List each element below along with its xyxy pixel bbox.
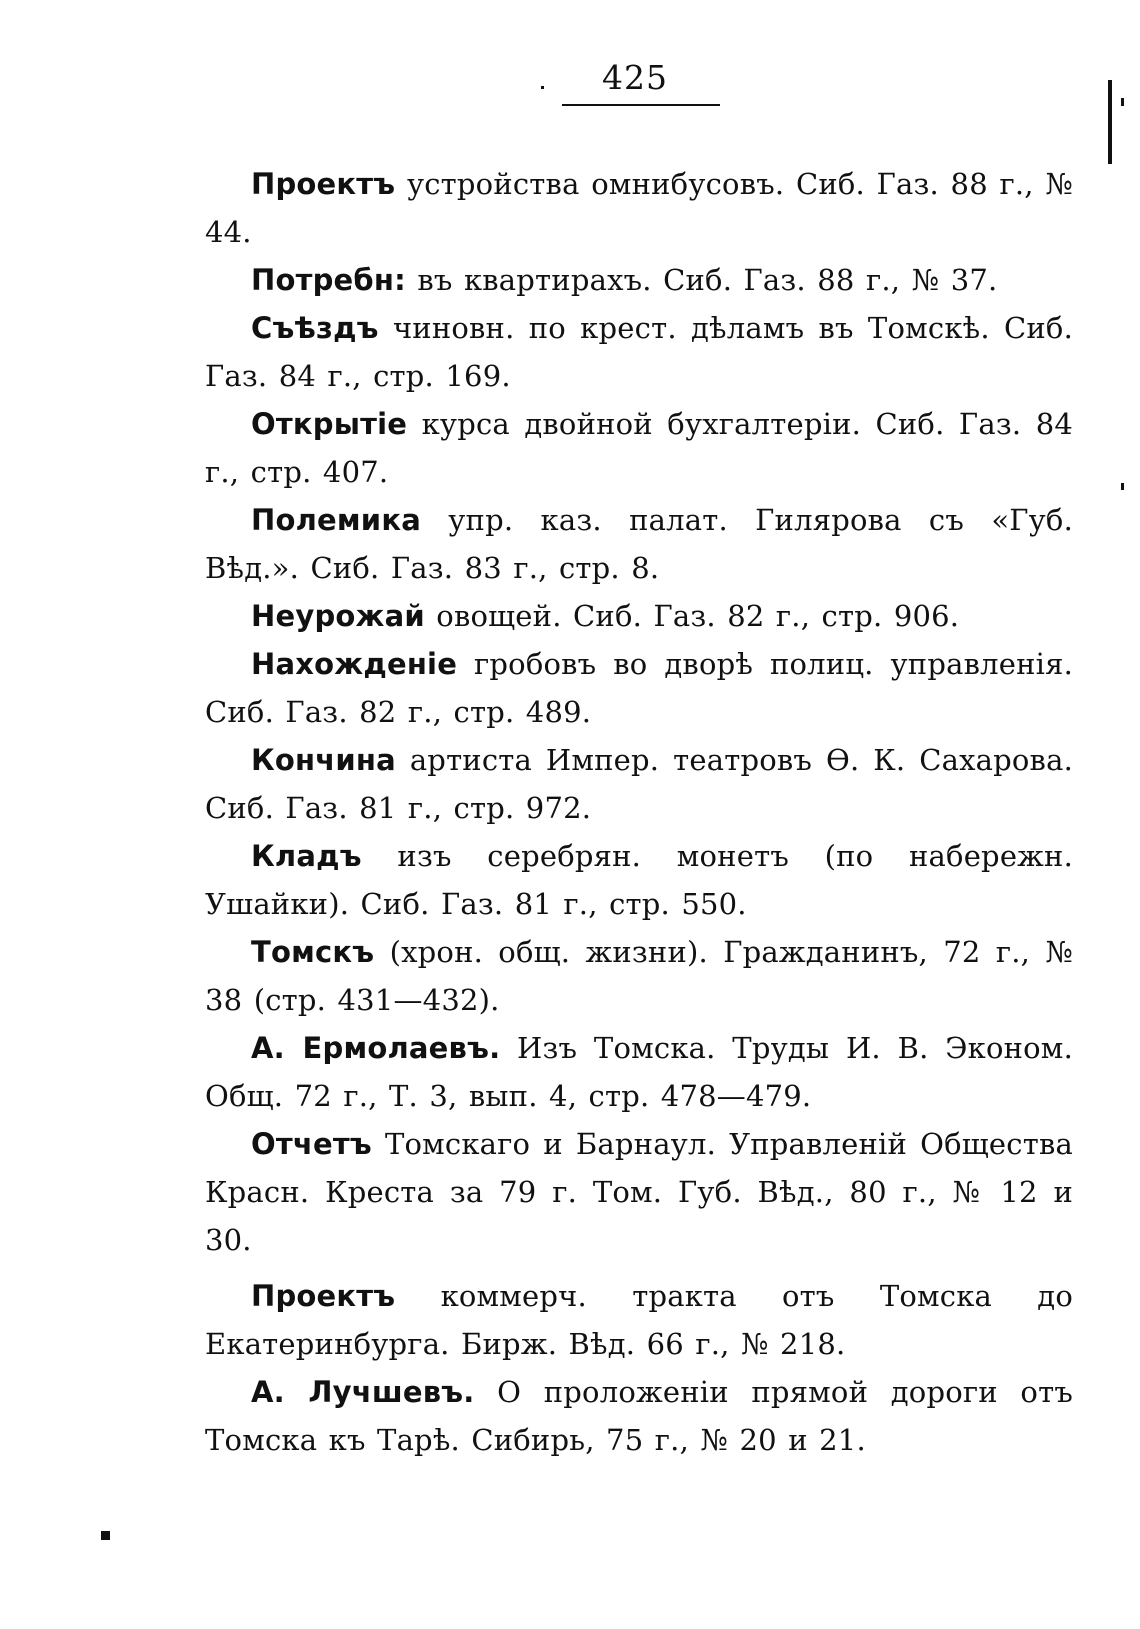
entry-heading: Кладъ [251, 839, 362, 873]
bibliography-list [205, 160, 1073, 1464]
entry-text: Изъ Томска. Труды И. В. Эконом. Общ. 72 г., Т. 3, вып. 4, стр. 478—479. [205, 1031, 1073, 1113]
page-number-rule [562, 104, 720, 106]
entry-heading: Отчетъ [251, 1127, 372, 1161]
bibliography-entry [205, 160, 1073, 256]
entry-heading: Съѣздъ [251, 311, 379, 345]
bibliography-entry [205, 640, 1073, 736]
entry-heading: Проектъ [251, 1279, 396, 1313]
bibliography-entry [205, 928, 1073, 1024]
scan-edge-dot [1121, 483, 1124, 490]
scan-edge-mark [1108, 80, 1112, 164]
scan-edge-dot [1121, 98, 1124, 106]
entry-text: чиновн. по крест. дѣламъ въ Томскѣ. Сиб. Газ. 84 г., стр. 169. [205, 311, 1073, 393]
bibliography-entry [205, 1120, 1073, 1264]
entry-text: О проложеніи прямой дороги отъ Томска къ Тарѣ. Сибирь, 75 г., № 20 и 21. [205, 1375, 1073, 1457]
entry-heading: Потребн: [251, 263, 406, 297]
entry-heading: А. Лучшевъ. [251, 1375, 475, 1409]
entry-text: курса двойной бухгалтеріи. Сиб. Газ. 84 г., стр. 407. [205, 407, 1073, 489]
bibliography-entry [205, 256, 1073, 304]
entry-heading: Проектъ [251, 167, 396, 201]
bibliography-entry [205, 736, 1073, 832]
entry-heading: Томскъ [251, 935, 375, 969]
bibliography-entry [205, 496, 1073, 592]
entry-text: устройства омнибусовъ. Сиб. Газ. 88 г., № 44. [205, 167, 1074, 249]
entry-text: (хрон. общ. жизни). Гражданинъ, 72 г., № 38 (стр. 431—432). [205, 935, 1073, 1017]
scan-corner-mark [101, 1531, 110, 1540]
entry-heading: Открытіе [251, 407, 408, 441]
entry-text: артиста Импер. театровъ Ѳ. К. Сахарова. Сиб. Газ. 81 г., стр. 972. [205, 743, 1073, 825]
bibliography-entry [205, 1024, 1073, 1120]
entry-heading: Неурожай [251, 599, 425, 633]
bibliography-entry [205, 832, 1073, 928]
entry-text: Томскаго и Барнаул. Управленій Общества Красн. Креста за 79 г. Том. Губ. Вѣд., 80 г., № 12 и 30. [205, 1127, 1073, 1257]
bibliography-entry [205, 304, 1073, 400]
entry-heading: Нахожденіе [251, 647, 458, 681]
bibliography-entry [205, 592, 1073, 640]
entry-text: гробовъ во дворѣ полиц. управленія. Сиб. Газ. 82 г., стр. 489. [205, 647, 1073, 729]
page-number: 425 [602, 58, 668, 97]
bibliography-entry [205, 1272, 1073, 1368]
entry-text: овощей. Сиб. Газ. 82 г., стр. 906. [436, 599, 960, 633]
entry-heading: А. Ермолаевъ. [251, 1031, 501, 1065]
entry-text: изъ серебрян. монетъ (по набережн. Ушайки). Сиб. Газ. 81 г., стр. 550. [205, 839, 1074, 921]
bibliography-entry [205, 1368, 1073, 1464]
bibliography-entry [205, 400, 1073, 496]
entry-text: упр. каз. палат. Гилярова съ «Губ. Вѣд.». Сиб. Газ. 83 г., стр. 8. [205, 503, 1074, 585]
entry-heading: Полемика [251, 503, 421, 537]
entry-heading: Кончина [251, 743, 396, 777]
entry-text: коммерч. тракта отъ Томска до Екатеринбурга. Бирж. Вѣд. 66 г., № 218. [205, 1279, 1073, 1361]
entry-text: въ квартирахъ. Сиб. Газ. 88 г., № 37. [417, 263, 998, 297]
